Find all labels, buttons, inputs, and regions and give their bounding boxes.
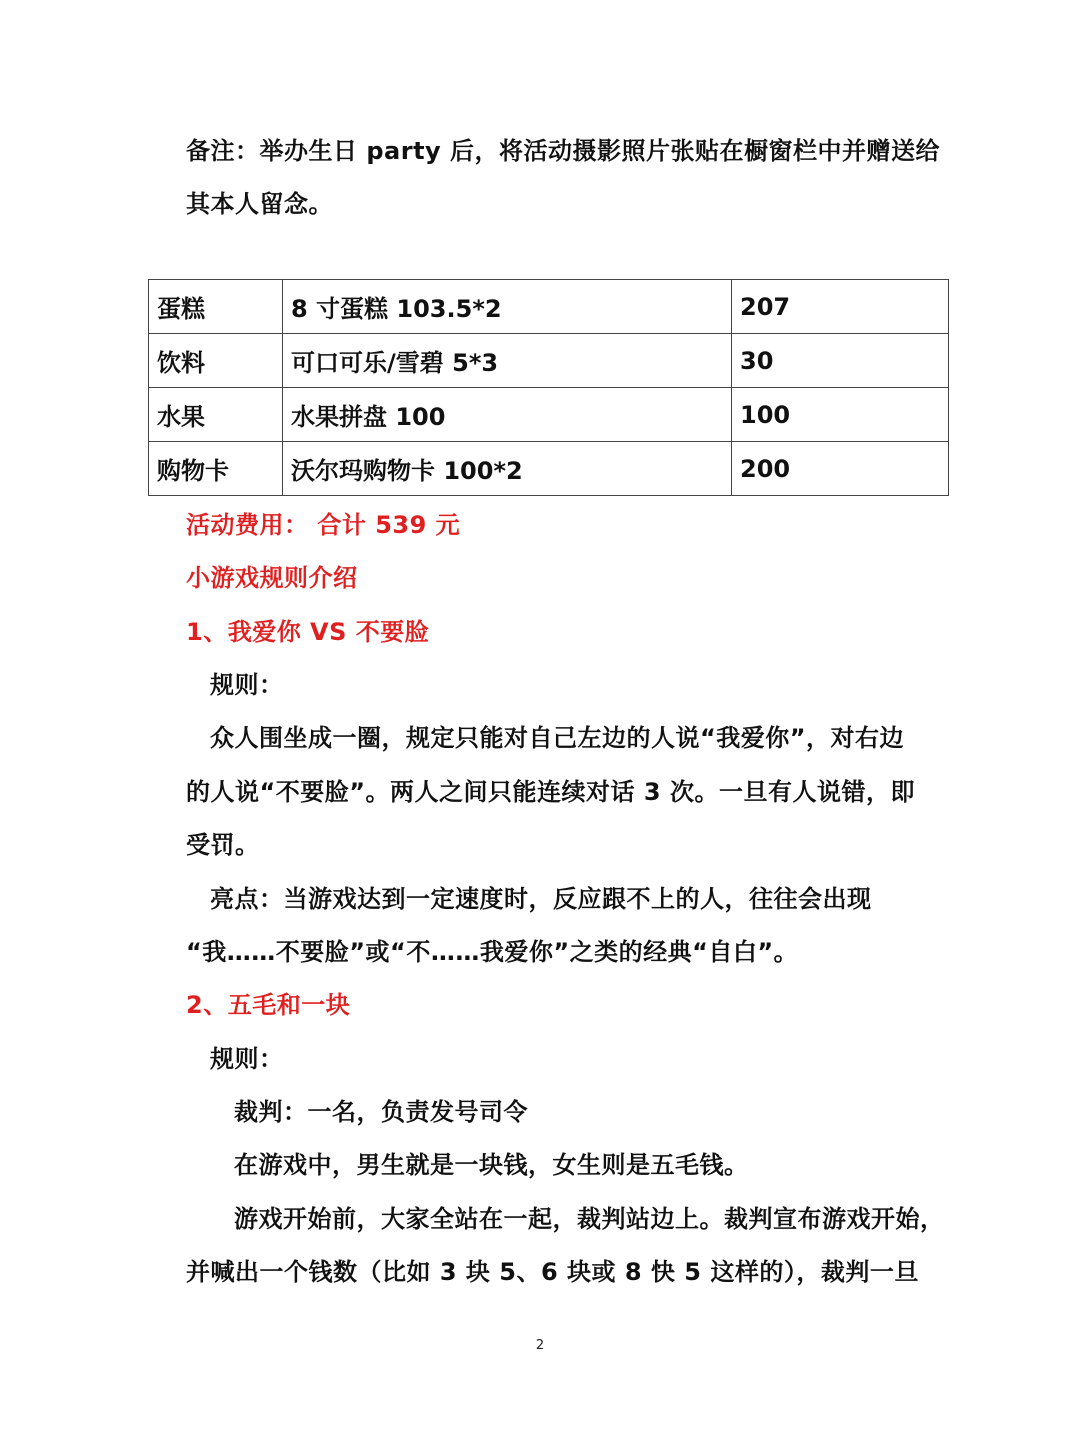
game1-rules-label: 规则：	[210, 671, 284, 699]
cost-table	[148, 279, 949, 496]
table-cell-item: 蛋糕	[149, 280, 283, 334]
game1-rule-line-3: 受罚。	[186, 831, 260, 859]
game1-highlight-line-2: “我……不要脸”或“不……我爱你”之类的经典“自白”。	[186, 938, 799, 966]
table-cell-detail: 可口可乐/雪碧 5*3	[283, 334, 732, 388]
game2-rules-label: 规则：	[210, 1045, 284, 1073]
total-cost: 活动费用： 合计 539 元	[186, 511, 461, 539]
note-line-2: 其本人留念。	[186, 190, 333, 218]
table-row	[149, 442, 949, 496]
game2-title: 2、五毛和一块	[186, 991, 351, 1019]
table-cell-amount: 30	[732, 334, 949, 388]
game2-referee: 裁判：一名，负责发号司令	[234, 1098, 528, 1126]
table-cell-detail: 沃尔玛购物卡 100*2	[283, 442, 732, 496]
table-row	[149, 334, 949, 388]
game2-roles: 在游戏中，男生就是一块钱，女生则是五毛钱。	[234, 1151, 749, 1179]
table-cell-amount: 200	[732, 442, 949, 496]
table-row	[149, 388, 949, 442]
games-heading: 小游戏规则介绍	[186, 564, 358, 592]
table-cell-item: 水果	[149, 388, 283, 442]
game1-title: 1、我爱你 VS 不要脸	[186, 618, 430, 646]
table-cell-item: 购物卡	[149, 442, 283, 496]
game2-start-line-1: 游戏开始前，大家全站在一起，裁判站边上。裁判宣布游戏开始，	[234, 1205, 945, 1233]
table-cell-amount: 207	[732, 280, 949, 334]
game2-start-line-2: 并喊出一个钱数（比如 3 块 5、6 块或 8 快 5 这样的），裁判一旦	[186, 1258, 919, 1286]
game1-highlight-line-1: 亮点：当游戏达到一定速度时，反应跟不上的人，往往会出现	[210, 885, 872, 913]
table-row	[149, 280, 949, 334]
page-number: 2	[535, 1338, 545, 1353]
table-cell-detail: 水果拼盘 100	[283, 388, 732, 442]
table-cell-detail: 8 寸蛋糕 103.5*2	[283, 280, 732, 334]
table-cell-amount: 100	[732, 388, 949, 442]
game1-rule-line-2: 的人说“不要脸”。两人之间只能连续对话 3 次。一旦有人说错，即	[186, 778, 915, 806]
note-line-1: 备注：举办生日 party 后，将活动摄影照片张贴在橱窗栏中并赠送给	[186, 137, 941, 165]
game1-rule-line-1: 众人围坐成一圈，规定只能对自己左边的人说“我爱你”，对右边	[210, 724, 905, 752]
table-cell-item: 饮料	[149, 334, 283, 388]
